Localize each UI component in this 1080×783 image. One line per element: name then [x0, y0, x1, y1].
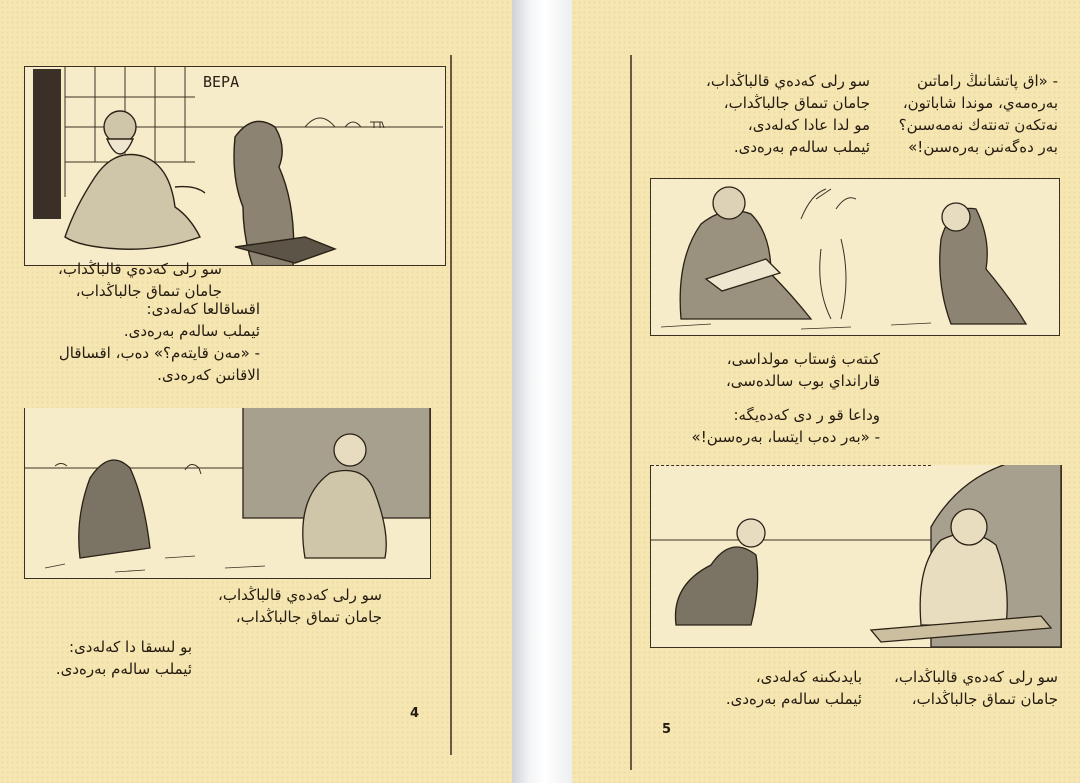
verse-top-left-line-1: سو رلى كەدەي قالباڭداب،: [706, 72, 870, 90]
verse-top-right: [899, 70, 1058, 158]
verse-top-left-line-2: جامان تىماق جالباڭداب،: [723, 94, 870, 112]
verse-bottom-left-line-2: ئيملب سالەم بەرەدى.: [725, 690, 862, 708]
verse-top-right-line-4: بەر دەگەنىن بەرەسىن!»: [908, 138, 1058, 156]
caption-2-line-2: ئيملب سالەم بەرەدى.: [123, 322, 260, 340]
caption-4-line-2: ئيملب سالەم بەرەدى.: [55, 660, 192, 678]
caption-1-line-1: سو رلى كەدەي قالباڭداب،: [58, 260, 222, 278]
caption-6: [692, 404, 880, 448]
verse-bottom-right-line-1: سو رلى كەدەي قالباڭداب،: [894, 668, 1058, 686]
page-edge-line: [450, 55, 452, 755]
caption-3: [218, 584, 382, 628]
verse-bottom-right-line-2: جامان تىماق جالباڭداب،: [911, 690, 1058, 708]
sign-text: ВЕРА: [203, 73, 240, 91]
book-gutter: [512, 0, 572, 783]
caption-5: [726, 348, 880, 392]
caption-2-line-1: اقساقالعا كەلەدى:: [146, 300, 260, 318]
verse-bottom-left: [726, 666, 862, 710]
caption-5-line-2: قارانداي بوب سالدەسى،: [725, 372, 880, 390]
verse-top-left: [706, 70, 870, 158]
caption-2-line-4: الاقانىن كەرەدى.: [157, 366, 260, 384]
verse-bottom-right: [894, 666, 1058, 710]
caption-3-line-1: سو رلى كەدەي قالباڭداب،: [218, 586, 382, 604]
verse-top-left-line-3: مو لدا عادا كەلەدى،: [747, 116, 870, 134]
illustration-panel-3: [650, 178, 1060, 336]
caption-1-line-2: جامان تىماق جالباڭداب،: [75, 282, 222, 300]
caption-1: [58, 258, 222, 302]
caption-4: [56, 636, 192, 680]
left-page: [0, 0, 512, 783]
panel-1-drawing: [25, 67, 445, 265]
panel-4-drawing: [651, 465, 1061, 647]
page-edge-line: [630, 55, 632, 770]
caption-2-line-3: - «مەن قايتەم؟» دەب، اقساقال: [58, 344, 260, 362]
verse-bottom-left-line-1: بايدىكىنە كەلەدى،: [755, 668, 862, 686]
verse-top-right-line-3: نەتكەن تەنتەك نەمەسىن؟: [898, 116, 1058, 134]
caption-6-line-2: - «بەر دەب ايتسا، بەرەسىن!»: [691, 428, 880, 446]
right-page: [572, 0, 1080, 783]
page-number-right: 5: [662, 722, 672, 737]
caption-5-line-1: كىتەب ۋستاب مولداسى،: [726, 350, 880, 368]
caption-2: [59, 298, 260, 386]
illustration-panel-1: [24, 66, 446, 266]
panel-2-drawing: [25, 408, 430, 578]
panel-3-drawing: [651, 179, 1059, 335]
caption-4-line-1: بو لىسقا دا كەلەدى:: [69, 638, 192, 656]
caption-3-line-2: جامان تىماق جالباڭداب،: [235, 608, 382, 626]
caption-6-line-1: وداعا قو ر دى كەدەيگە:: [733, 406, 880, 424]
illustration-panel-4: [650, 465, 1062, 648]
verse-top-right-line-1: - «اق پاتشانىڭ راماتىن: [916, 72, 1058, 90]
verse-top-left-line-4: ئيملب سالەم بەرەدى.: [733, 138, 870, 156]
page-number-left: 4: [410, 706, 420, 721]
verse-top-right-line-2: بەرەمەي، موندا شاباتون،: [902, 94, 1058, 112]
illustration-panel-2: [24, 408, 431, 579]
